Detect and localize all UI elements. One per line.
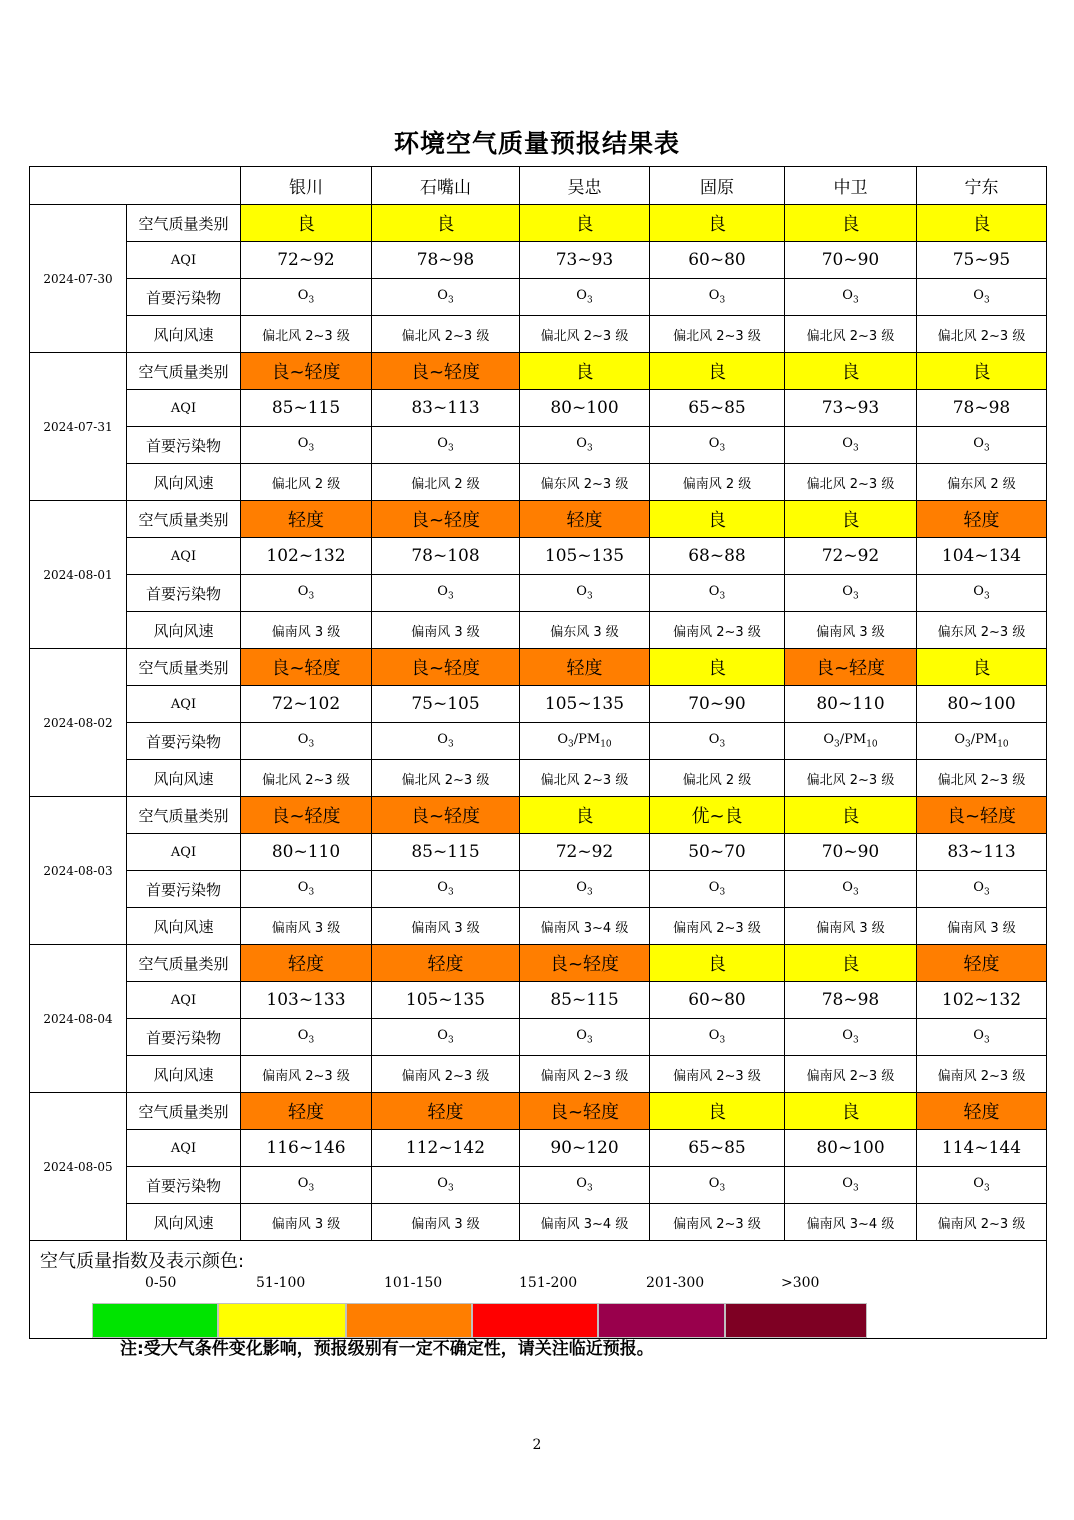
wind-cell: 偏南风 3 级 bbox=[241, 908, 372, 945]
wind-cell: 偏北风 2~3 级 bbox=[520, 316, 650, 353]
primary-pollutant-cell: $O_3/PM_{10}$ bbox=[520, 723, 650, 760]
wind-cell: 偏南风 3 级 bbox=[917, 908, 1047, 945]
forecast-row-aqi bbox=[30, 538, 1047, 575]
legend-color-swatch bbox=[598, 1303, 725, 1338]
row-label-wind: 风向风速 bbox=[127, 612, 241, 649]
aqi-category-cell: 良~轻度 bbox=[520, 945, 650, 982]
wind-cell: 偏北风 2~3 级 bbox=[372, 316, 520, 353]
primary-pollutant-cell: $O_3$ bbox=[241, 871, 372, 908]
aqi-category-cell: 轻度 bbox=[917, 945, 1047, 982]
aqi-range-cell: 103~133 bbox=[241, 982, 372, 1019]
primary-pollutant-cell: $O_3$ bbox=[785, 575, 917, 612]
forecast-row-wind bbox=[30, 1056, 1047, 1093]
wind-cell: 偏北风 2~3 级 bbox=[372, 760, 520, 797]
city-header: 宁东 bbox=[917, 167, 1047, 205]
row-label-aqi: AQI bbox=[127, 982, 241, 1019]
forecast-date: 2024-08-01 bbox=[30, 501, 127, 649]
forecast-row-pollutant bbox=[30, 871, 1047, 908]
aqi-range-cell: 80~110 bbox=[241, 834, 372, 871]
aqi-category-cell: 良 bbox=[520, 797, 650, 834]
legend-range-label: >300 bbox=[781, 1275, 820, 1291]
row-label-category: 空气质量类别 bbox=[127, 205, 241, 242]
aqi-range-cell: 85~115 bbox=[372, 834, 520, 871]
aqi-category-cell: 良 bbox=[917, 649, 1047, 686]
wind-cell: 偏北风 2~3 级 bbox=[785, 760, 917, 797]
forecast-date: 2024-08-05 bbox=[30, 1093, 127, 1241]
legend-range-label: 0-50 bbox=[145, 1275, 177, 1291]
aqi-range-cell: 65~85 bbox=[650, 390, 785, 427]
city-header: 银川 bbox=[241, 167, 372, 205]
forecast-row-pollutant bbox=[30, 575, 1047, 612]
aqi-range-cell: 80~100 bbox=[785, 1130, 917, 1167]
wind-cell: 偏南风 2~3 级 bbox=[372, 1056, 520, 1093]
primary-pollutant-cell: $O_3$ bbox=[520, 279, 650, 316]
aqi-range-cell: 75~105 bbox=[372, 686, 520, 723]
primary-pollutant-cell: $O_3$ bbox=[785, 279, 917, 316]
aqi-range-cell: 116~146 bbox=[241, 1130, 372, 1167]
forecast-row-wind bbox=[30, 612, 1047, 649]
wind-cell: 偏东风 3 级 bbox=[520, 612, 650, 649]
row-label-wind: 风向风速 bbox=[127, 908, 241, 945]
wind-cell: 偏东风 2~3 级 bbox=[520, 464, 650, 501]
aqi-category-cell: 良 bbox=[785, 797, 917, 834]
aqi-category-cell: 良~轻度 bbox=[241, 797, 372, 834]
aqi-category-cell: 轻度 bbox=[241, 945, 372, 982]
aqi-category-cell: 良 bbox=[785, 353, 917, 390]
aqi-category-cell: 良 bbox=[520, 205, 650, 242]
aqi-category-cell: 良 bbox=[241, 205, 372, 242]
primary-pollutant-cell: $O_3$ bbox=[241, 427, 372, 464]
row-label-wind: 风向风速 bbox=[127, 760, 241, 797]
primary-pollutant-cell: $O_3$ bbox=[520, 1167, 650, 1204]
primary-pollutant-cell: $O_3$ bbox=[372, 871, 520, 908]
aqi-category-cell: 轻度 bbox=[372, 1093, 520, 1130]
aqi-category-cell: 轻度 bbox=[241, 1093, 372, 1130]
aqi-range-cell: 72~92 bbox=[520, 834, 650, 871]
wind-cell: 偏北风 2 级 bbox=[650, 760, 785, 797]
page-number: 2 bbox=[532, 1437, 542, 1453]
forecast-row-wind bbox=[30, 760, 1047, 797]
row-label-wind: 风向风速 bbox=[127, 464, 241, 501]
aqi-category-cell: 良~轻度 bbox=[372, 797, 520, 834]
aqi-category-cell: 良 bbox=[650, 649, 785, 686]
aqi-range-cell: 70~90 bbox=[785, 834, 917, 871]
forecast-row-wind bbox=[30, 464, 1047, 501]
aqi-category-cell: 良 bbox=[785, 205, 917, 242]
wind-cell: 偏南风 3~4 级 bbox=[785, 1204, 917, 1241]
aqi-category-cell: 轻度 bbox=[241, 501, 372, 538]
wind-cell: 偏南风 2 级 bbox=[650, 464, 785, 501]
aqi-category-cell: 良~轻度 bbox=[785, 649, 917, 686]
aqi-range-cell: 60~80 bbox=[650, 982, 785, 1019]
forecast-row-pollutant bbox=[30, 1019, 1047, 1056]
city-header: 固原 bbox=[650, 167, 785, 205]
legend-color-swatch bbox=[346, 1303, 472, 1338]
primary-pollutant-cell: $O_3$ bbox=[241, 575, 372, 612]
primary-pollutant-cell: $O_3$ bbox=[241, 279, 372, 316]
forecast-row-wind bbox=[30, 1204, 1047, 1241]
forecast-row-wind bbox=[30, 316, 1047, 353]
aqi-range-cell: 73~93 bbox=[520, 242, 650, 279]
wind-cell: 偏东风 2~3 级 bbox=[917, 612, 1047, 649]
aqi-range-cell: 78~98 bbox=[917, 390, 1047, 427]
primary-pollutant-cell: $O_3$ bbox=[372, 279, 520, 316]
legend-range-label: 51-100 bbox=[256, 1275, 306, 1291]
wind-cell: 偏南风 3 级 bbox=[241, 612, 372, 649]
row-label-pollutant: 首要污染物 bbox=[127, 279, 241, 316]
aqi-range-cell: 112~142 bbox=[372, 1130, 520, 1167]
aqi-range-cell: 60~80 bbox=[650, 242, 785, 279]
aqi-category-cell: 良 bbox=[785, 945, 917, 982]
primary-pollutant-cell: $O_3$ bbox=[650, 279, 785, 316]
aqi-category-cell: 良~轻度 bbox=[372, 649, 520, 686]
aqi-range-cell: 68~88 bbox=[650, 538, 785, 575]
primary-pollutant-cell: $O_3$ bbox=[372, 1167, 520, 1204]
forecast-row-aqi bbox=[30, 686, 1047, 723]
forecast-row-aqi bbox=[30, 982, 1047, 1019]
aqi-range-cell: 102~132 bbox=[241, 538, 372, 575]
aqi-range-cell: 70~90 bbox=[785, 242, 917, 279]
forecast-date: 2024-07-31 bbox=[30, 353, 127, 501]
aqi-category-cell: 良 bbox=[650, 945, 785, 982]
primary-pollutant-cell: $O_3$ bbox=[650, 723, 785, 760]
aqi-category-cell: 优~良 bbox=[650, 797, 785, 834]
legend-color-swatch bbox=[472, 1303, 598, 1338]
aqi-range-cell: 85~115 bbox=[520, 982, 650, 1019]
wind-cell: 偏北风 2 级 bbox=[372, 464, 520, 501]
forecast-row-pollutant bbox=[30, 723, 1047, 760]
aqi-range-cell: 78~108 bbox=[372, 538, 520, 575]
row-label-pollutant: 首要污染物 bbox=[127, 575, 241, 612]
aqi-category-cell: 轻度 bbox=[372, 945, 520, 982]
primary-pollutant-cell: $O_3$ bbox=[520, 427, 650, 464]
primary-pollutant-cell: $O_3$ bbox=[650, 1167, 785, 1204]
wind-cell: 偏南风 2~3 级 bbox=[650, 1204, 785, 1241]
forecast-row-aqi bbox=[30, 834, 1047, 871]
legend-color-swatch bbox=[92, 1303, 218, 1338]
primary-pollutant-cell: $O_3$ bbox=[785, 427, 917, 464]
primary-pollutant-cell: $O_3/PM_{10}$ bbox=[785, 723, 917, 760]
row-label-category: 空气质量类别 bbox=[127, 353, 241, 390]
city-header: 中卫 bbox=[785, 167, 917, 205]
wind-cell: 偏南风 3 级 bbox=[372, 1204, 520, 1241]
aqi-category-cell: 良~轻度 bbox=[917, 797, 1047, 834]
forecast-row-category bbox=[30, 1093, 1047, 1130]
aqi-category-cell: 良 bbox=[650, 353, 785, 390]
row-label-category: 空气质量类别 bbox=[127, 1093, 241, 1130]
wind-cell: 偏南风 2~3 级 bbox=[650, 612, 785, 649]
wind-cell: 偏北风 2 级 bbox=[241, 464, 372, 501]
forecast-row-pollutant bbox=[30, 1167, 1047, 1204]
aqi-category-cell: 良~轻度 bbox=[241, 353, 372, 390]
aqi-range-cell: 80~110 bbox=[785, 686, 917, 723]
aqi-range-cell: 90~120 bbox=[520, 1130, 650, 1167]
row-label-aqi: AQI bbox=[127, 1130, 241, 1167]
wind-cell: 偏南风 2~3 级 bbox=[650, 1056, 785, 1093]
aqi-category-cell: 良 bbox=[520, 353, 650, 390]
forecast-row-aqi bbox=[30, 1130, 1047, 1167]
legend-row bbox=[30, 1241, 1047, 1339]
primary-pollutant-cell: $O_3$ bbox=[520, 575, 650, 612]
aqi-range-cell: 75~95 bbox=[917, 242, 1047, 279]
primary-pollutant-cell: $O_3$ bbox=[917, 575, 1047, 612]
wind-cell: 偏北风 2~3 级 bbox=[785, 464, 917, 501]
wind-cell: 偏南风 2~3 级 bbox=[241, 1056, 372, 1093]
aqi-range-cell: 72~92 bbox=[241, 242, 372, 279]
aqi-range-cell: 73~93 bbox=[785, 390, 917, 427]
row-label-pollutant: 首要污染物 bbox=[127, 1019, 241, 1056]
header-corner bbox=[30, 167, 241, 205]
aqi-category-cell: 良 bbox=[785, 1093, 917, 1130]
forecast-row-pollutant bbox=[30, 427, 1047, 464]
aqi-category-cell: 良 bbox=[372, 205, 520, 242]
aqi-category-cell: 轻度 bbox=[917, 1093, 1047, 1130]
aqi-range-cell: 105~135 bbox=[520, 538, 650, 575]
forecast-row-pollutant bbox=[30, 279, 1047, 316]
aqi-range-cell: 78~98 bbox=[372, 242, 520, 279]
primary-pollutant-cell: $O_3$ bbox=[650, 871, 785, 908]
row-label-aqi: AQI bbox=[127, 242, 241, 279]
primary-pollutant-cell: $O_3$ bbox=[241, 723, 372, 760]
legend-range-label: 151-200 bbox=[519, 1275, 578, 1291]
primary-pollutant-cell: $O_3$ bbox=[917, 279, 1047, 316]
row-label-pollutant: 首要污染物 bbox=[127, 723, 241, 760]
legend-color-swatch bbox=[725, 1303, 867, 1338]
row-label-wind: 风向风速 bbox=[127, 1204, 241, 1241]
aqi-category-cell: 良~轻度 bbox=[372, 353, 520, 390]
row-label-pollutant: 首要污染物 bbox=[127, 427, 241, 464]
aqi-category-cell: 良 bbox=[917, 205, 1047, 242]
aqi-range-cell: 102~132 bbox=[917, 982, 1047, 1019]
forecast-row-aqi bbox=[30, 242, 1047, 279]
wind-cell: 偏南风 3~4 级 bbox=[520, 1204, 650, 1241]
primary-pollutant-cell: $O_3$ bbox=[650, 575, 785, 612]
primary-pollutant-cell: $O_3$ bbox=[917, 871, 1047, 908]
aqi-range-cell: 85~115 bbox=[241, 390, 372, 427]
primary-pollutant-cell: $O_3$ bbox=[650, 1019, 785, 1056]
row-label-category: 空气质量类别 bbox=[127, 501, 241, 538]
aqi-range-cell: 50~70 bbox=[650, 834, 785, 871]
wind-cell: 偏南风 2~3 级 bbox=[520, 1056, 650, 1093]
aqi-category-cell: 良~轻度 bbox=[372, 501, 520, 538]
wind-cell: 偏北风 2~3 级 bbox=[241, 316, 372, 353]
legend-range-label: 101-150 bbox=[384, 1275, 443, 1291]
row-label-aqi: AQI bbox=[127, 686, 241, 723]
disclaimer-note: 注:受大气条件变化影响，预报级别有一定不确定性，请关注临近预报。 bbox=[120, 1339, 654, 1359]
row-label-category: 空气质量类别 bbox=[127, 945, 241, 982]
primary-pollutant-cell: $O_3$ bbox=[785, 1019, 917, 1056]
row-label-wind: 风向风速 bbox=[127, 1056, 241, 1093]
aqi-range-cell: 83~113 bbox=[372, 390, 520, 427]
aqi-range-cell: 114~144 bbox=[917, 1130, 1047, 1167]
forecast-date: 2024-07-30 bbox=[30, 205, 127, 353]
header-row bbox=[30, 167, 1047, 205]
aqi-category-cell: 良~轻度 bbox=[241, 649, 372, 686]
aqi-range-cell: 83~113 bbox=[917, 834, 1047, 871]
aqi-category-cell: 轻度 bbox=[520, 501, 650, 538]
row-label-pollutant: 首要污染物 bbox=[127, 1167, 241, 1204]
aqi-range-cell: 72~102 bbox=[241, 686, 372, 723]
aqi-range-cell: 80~100 bbox=[917, 686, 1047, 723]
forecast-row-category bbox=[30, 205, 1047, 242]
primary-pollutant-cell: $O_3$ bbox=[241, 1019, 372, 1056]
primary-pollutant-cell: $O_3$ bbox=[372, 575, 520, 612]
aqi-category-cell: 良 bbox=[650, 501, 785, 538]
row-label-aqi: AQI bbox=[127, 834, 241, 871]
primary-pollutant-cell: $O_3$ bbox=[917, 1019, 1047, 1056]
legend-color-swatch bbox=[218, 1303, 346, 1338]
wind-cell: 偏北风 2~3 级 bbox=[917, 316, 1047, 353]
wind-cell: 偏南风 3 级 bbox=[372, 908, 520, 945]
forecast-row-category bbox=[30, 945, 1047, 982]
wind-cell: 偏南风 3 级 bbox=[241, 1204, 372, 1241]
aqi-range-cell: 80~100 bbox=[520, 390, 650, 427]
forecast-row-category bbox=[30, 501, 1047, 538]
wind-cell: 偏南风 3~4 级 bbox=[520, 908, 650, 945]
aqi-range-cell: 78~98 bbox=[785, 982, 917, 1019]
forecast-row-category bbox=[30, 649, 1047, 686]
aqi-range-cell: 105~135 bbox=[520, 686, 650, 723]
wind-cell: 偏南风 3 级 bbox=[785, 908, 917, 945]
wind-cell: 偏北风 2~3 级 bbox=[785, 316, 917, 353]
aqi-category-cell: 轻度 bbox=[917, 501, 1047, 538]
row-label-category: 空气质量类别 bbox=[127, 797, 241, 834]
row-label-pollutant: 首要污染物 bbox=[127, 871, 241, 908]
primary-pollutant-cell: $O_3$ bbox=[372, 723, 520, 760]
primary-pollutant-cell: $O_3$ bbox=[917, 427, 1047, 464]
aqi-category-cell: 良 bbox=[650, 205, 785, 242]
aqi-range-cell: 72~92 bbox=[785, 538, 917, 575]
city-header: 吴忠 bbox=[520, 167, 650, 205]
primary-pollutant-cell: $O_3$ bbox=[520, 871, 650, 908]
aqi-category-cell: 良~轻度 bbox=[520, 1093, 650, 1130]
wind-cell: 偏南风 2~3 级 bbox=[650, 908, 785, 945]
forecast-row-category bbox=[30, 353, 1047, 390]
primary-pollutant-cell: $O_3$ bbox=[785, 1167, 917, 1204]
aqi-category-cell: 良 bbox=[917, 353, 1047, 390]
aqi-range-cell: 65~85 bbox=[650, 1130, 785, 1167]
forecast-row-wind bbox=[30, 908, 1047, 945]
wind-cell: 偏北风 2~3 级 bbox=[917, 760, 1047, 797]
row-label-aqi: AQI bbox=[127, 390, 241, 427]
legend-title: 空气质量指数及表示颜色: bbox=[40, 1251, 245, 1272]
wind-cell: 偏北风 2~3 级 bbox=[520, 760, 650, 797]
aqi-category-cell: 良 bbox=[650, 1093, 785, 1130]
forecast-table bbox=[29, 166, 1047, 1339]
aqi-category-cell: 轻度 bbox=[520, 649, 650, 686]
wind-cell: 偏北风 2~3 级 bbox=[241, 760, 372, 797]
forecast-row-category bbox=[30, 797, 1047, 834]
aqi-range-cell: 104~134 bbox=[917, 538, 1047, 575]
forecast-row-aqi bbox=[30, 390, 1047, 427]
wind-cell: 偏南风 2~3 级 bbox=[917, 1056, 1047, 1093]
wind-cell: 偏北风 2~3 级 bbox=[650, 316, 785, 353]
primary-pollutant-cell: $O_3$ bbox=[650, 427, 785, 464]
aqi-range-cell: 105~135 bbox=[372, 982, 520, 1019]
primary-pollutant-cell: $O_3$ bbox=[372, 427, 520, 464]
row-label-aqi: AQI bbox=[127, 538, 241, 575]
primary-pollutant-cell: $O_3$ bbox=[785, 871, 917, 908]
primary-pollutant-cell: $O_3$ bbox=[241, 1167, 372, 1204]
city-header: 石嘴山 bbox=[372, 167, 520, 205]
forecast-date: 2024-08-03 bbox=[30, 797, 127, 945]
primary-pollutant-cell: $O_3/PM_{10}$ bbox=[917, 723, 1047, 760]
aqi-color-legend bbox=[30, 1241, 1047, 1339]
row-label-wind: 风向风速 bbox=[127, 316, 241, 353]
primary-pollutant-cell: $O_3$ bbox=[372, 1019, 520, 1056]
wind-cell: 偏南风 2~3 级 bbox=[917, 1204, 1047, 1241]
wind-cell: 偏东风 2 级 bbox=[917, 464, 1047, 501]
primary-pollutant-cell: $O_3$ bbox=[917, 1167, 1047, 1204]
row-label-category: 空气质量类别 bbox=[127, 649, 241, 686]
wind-cell: 偏南风 3 级 bbox=[785, 612, 917, 649]
forecast-date: 2024-08-04 bbox=[30, 945, 127, 1093]
forecast-date: 2024-08-02 bbox=[30, 649, 127, 797]
aqi-category-cell: 良 bbox=[785, 501, 917, 538]
aqi-range-cell: 70~90 bbox=[650, 686, 785, 723]
wind-cell: 偏南风 2~3 级 bbox=[785, 1056, 917, 1093]
page-title: 环境空气质量预报结果表 bbox=[393, 129, 680, 158]
wind-cell: 偏南风 3 级 bbox=[372, 612, 520, 649]
primary-pollutant-cell: $O_3$ bbox=[520, 1019, 650, 1056]
legend-range-label: 201-300 bbox=[646, 1275, 705, 1291]
